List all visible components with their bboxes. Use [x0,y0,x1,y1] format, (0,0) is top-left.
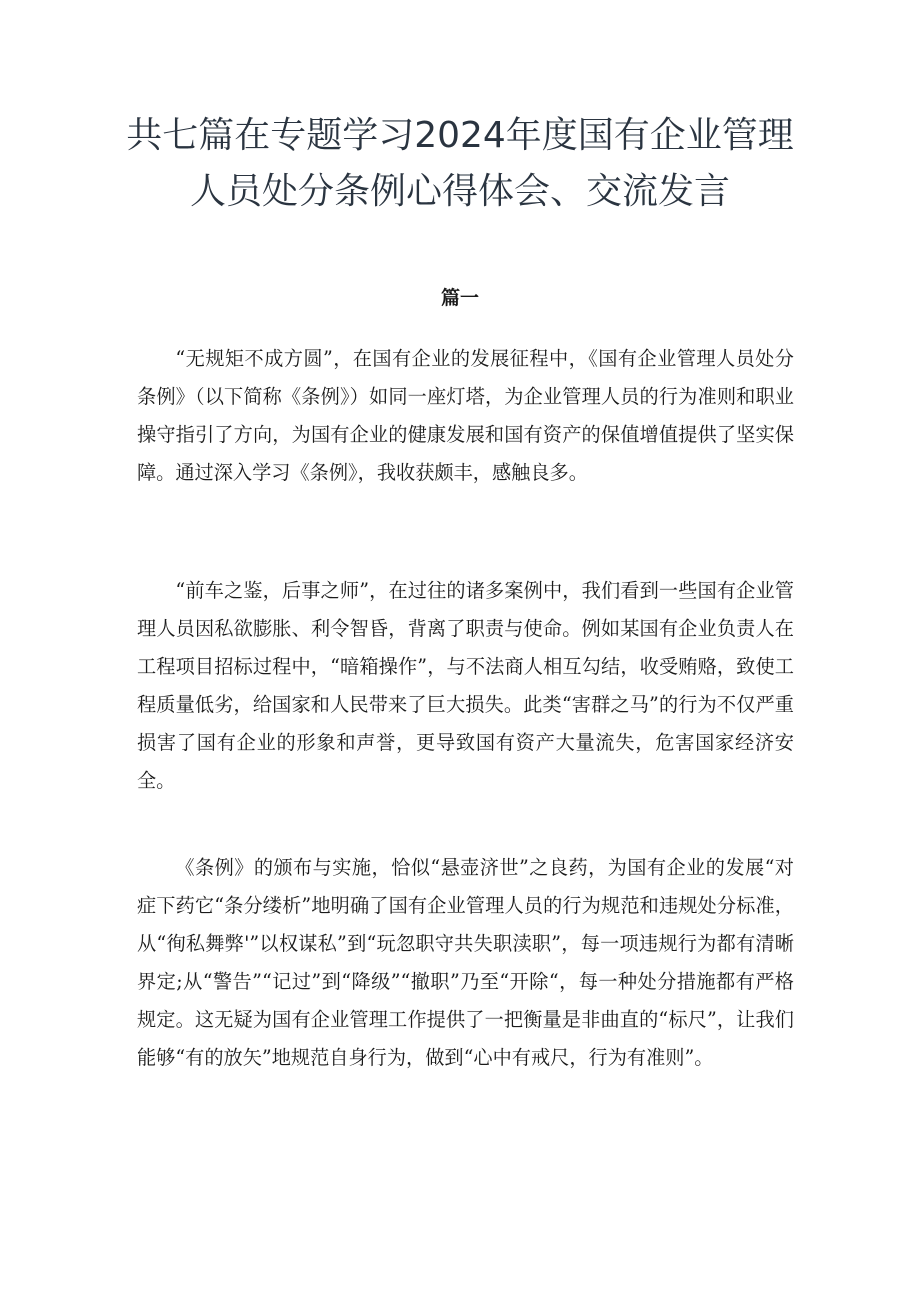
title-line-2: 人员处分条例心得体会、交流发言 [189,171,730,212]
paragraph-2: “前车之鉴，后事之师”，在过往的诸多案例中，我们看到一些国有企业管理人员因私欲膨胀、利令智昏，背离了职责与使命。例如某国有企业负责人在工程项目招标过程中，“暗箱操作”，与不法商人相互勾结，收受贿赂，致使工程质量低劣，给国家和人民带来了巨大损失。此类“害群之马”的行为不仅严重损害了国有企业的形象和声誉，更导致国有资产大量流失，危害国家经济安全。 [137,579,794,792]
title-line-1: 共七篇在专题学习2024年度国有企业管理 [126,115,794,156]
paragraph-3: 《条例》的颁布与实施，恰似“悬壶济世”之良药，为国有企业的发展“对症下药它“条分缕析”地明确了国有企业管理人员的行为规范和违规处分标准，从“徇私舞弊'”以权谋私”到“玩忽职守共失职渎职”，每一项违规行为都有清晰界定;从“警告”“记过”到“降级”“撤职”乃至“开除“，每一种处分措施都有严格规定。这无疑为国有企业管理工作提供了一把衡量是非曲直的“标尺”，让我们能够“有的放矢”地规范自身行为，做到“心中有戒尺，行为有准则”。 [137,856,794,1069]
paragraph-1: “无规矩不成方圆”，在国有企业的发展征程中，《国有企业管理人员处分条例》（以下简称《条例》）如同一座灯塔，为企业管理人员的行为准则和职业操守指引了方向，为国有企业的健康发展和国有资产的保值增值提供了坚实保障。通过深入学习《条例》，我收获颇丰，感触良多。 [137,347,794,484]
document-title [100,108,820,220]
section-heading: 篇一 [440,287,479,309]
